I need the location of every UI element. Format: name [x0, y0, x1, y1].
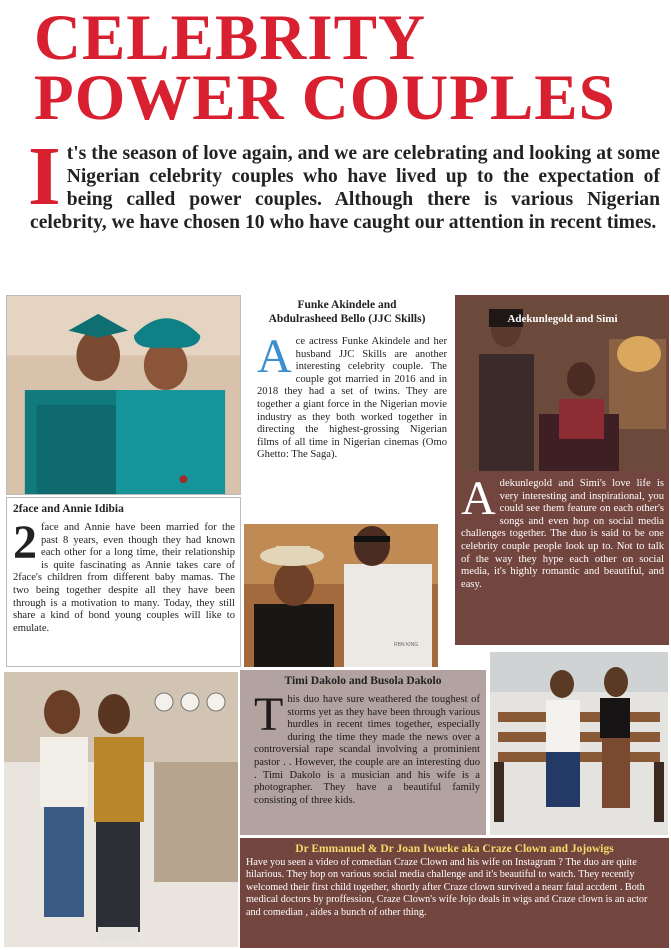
twoface-article	[6, 497, 241, 667]
funke-article	[243, 298, 451, 498]
funke-title-line-2: Abdulrasheed Bello (JJC Skills)	[268, 313, 426, 325]
title-line-1: CELEBRITY	[34, 2, 426, 74]
twoface-title: 2face and Annie Idibia	[13, 503, 124, 515]
twoface-drop-cap: 2	[13, 516, 37, 569]
twoface-text: face and Annie have been married for the past 8 years, even though they had known each other for a long time, their relationship is quite fascinating as Annie takes care of 2face's children from different baby mamas. The two being together despite all they have been through is a motivation to many. Today, they still share a kind of bond young couples will like to emulate.	[13, 522, 235, 634]
emmanuel-text: Have you seen a video of comedian Craze Clown and his wife on Instagram ? The duo are quite hilarious. They hop on various social media challenge and it's beautiful to watch. They recently welcomed their first child together, shortly after Craze clown survived a nearr fatal accdent . Both medical doctors by proffession, Craze Clown's wife Jojo deals in wigs and Craze clown is an actor and comedian , aides a bunch of other thing.	[246, 857, 648, 918]
timi-title: Timi Dakolo and Busola Dakolo	[284, 675, 442, 687]
timi-article	[240, 670, 486, 835]
emmanuel-article	[240, 838, 669, 948]
page-title	[34, 2, 654, 134]
twoface-body	[13, 516, 235, 635]
title-line-2: POWER COUPLES	[34, 62, 616, 134]
timi-text: his duo have sure weathered the toughest of storms yet as they have been through various hurdles in recent times together, especially during the time they made the news over a controversial rape scandal involving a prominient pastor . . However, the couple are an interesting duo . Timi Dakolo is a musician and his wife is a photographer. They have a beautiful family consisting of three kids.	[254, 694, 480, 806]
timi-body	[254, 688, 480, 807]
bench-couple-photo	[490, 652, 668, 835]
adekunle-drop-cap: A	[461, 472, 496, 525]
twoface-couple-photo	[244, 524, 438, 667]
funke-title-line-1: Funke Akindele and	[297, 299, 397, 311]
funke-title	[243, 298, 451, 326]
adekunle-body	[461, 472, 664, 591]
funke-body	[243, 330, 451, 462]
airport-couple-photo	[4, 672, 238, 947]
funke-text: ce actress Funke Akindele and her husband JJC Skills are another interesting celebrity couple. The couple got married in 2016 and in 2018 they had a set of twins. They are together a giant force in the Nigerian movie industry as they both worked together in directing the highest-grossing Nigerian films of all time in Nigerian cinemas (Omo Ghetto: The Saga).	[257, 336, 447, 461]
shirt-caption: RBN KING	[394, 642, 419, 648]
adekunle-title: Adekunlegold and Simi	[507, 313, 618, 325]
emmanuel-title: Dr Emmanuel & Dr Joan Iwueke aka Craze Clown and Jojowigs	[295, 843, 614, 855]
timi-drop-cap: T	[254, 688, 284, 741]
intro-paragraph	[28, 130, 660, 234]
funke-couple-photo	[6, 295, 241, 495]
intro-text: t's the season of love again, and we are celebrating and looking at some Nigerian celebrity couples who have lived up to the expectation of being called power couples. Although there is various Nigerian celebrity, we have chosen 10 who have caught our attention in recent times.	[30, 143, 660, 233]
funke-drop-cap: A	[257, 330, 292, 383]
intro-drop-cap: I	[28, 130, 61, 223]
adekunle-text: dekunlegold and Simi's love life is very interesting and inspirational, you could see them feature on each other's songs and even hop on social media challenges together. The duo is said to be one celebrity couple people look up to. Not to talk of the way they hype each other on social media, it's highly romantic and beautiful, and easy.	[461, 478, 664, 590]
